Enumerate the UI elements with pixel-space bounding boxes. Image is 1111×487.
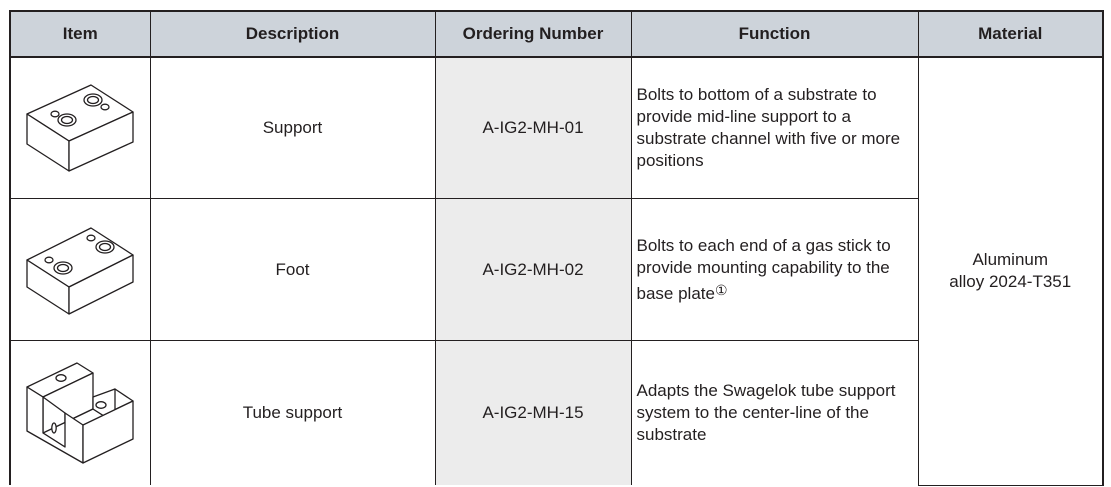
header-ordering-number: Ordering Number — [435, 11, 631, 57]
material-line-2: alloy 2024-T351 — [949, 272, 1072, 292]
tube-support-block-icon — [21, 357, 139, 469]
material-cell — [918, 57, 1103, 485]
description-cell: Support — [150, 57, 435, 199]
ordering-number-cell: A-IG2-MH-01 — [435, 57, 631, 199]
footnote-marker: ① — [714, 281, 728, 298]
parts-table — [9, 10, 1104, 486]
description-cell: Tube support — [150, 341, 435, 486]
header-material: Material — [918, 11, 1103, 57]
material-line-1: Aluminum — [972, 250, 1049, 270]
table-row — [10, 57, 1103, 199]
item-cell — [10, 199, 150, 341]
header-description: Description — [150, 11, 435, 57]
function-cell: Adapts the Swagelok tube support system to the center-line of the substrate — [631, 341, 918, 486]
ordering-number-cell: A-IG2-MH-15 — [435, 341, 631, 486]
header-row — [10, 11, 1103, 57]
function-text: Bolts to each end of a gas stick to provide mounting capability to the base plate — [636, 235, 891, 303]
item-cell — [10, 341, 150, 486]
item-cell — [10, 57, 150, 199]
foot-block-icon — [21, 222, 139, 318]
header-function: Function — [631, 11, 918, 57]
description-cell: Foot — [150, 199, 435, 341]
ordering-number-cell: A-IG2-MH-02 — [435, 199, 631, 341]
function-cell — [631, 199, 918, 341]
header-item: Item — [10, 11, 150, 57]
support-block-icon — [21, 80, 139, 176]
function-cell: Bolts to bottom of a substrate to provide mid-line support to a substrate channel with five or more positions — [631, 57, 918, 199]
